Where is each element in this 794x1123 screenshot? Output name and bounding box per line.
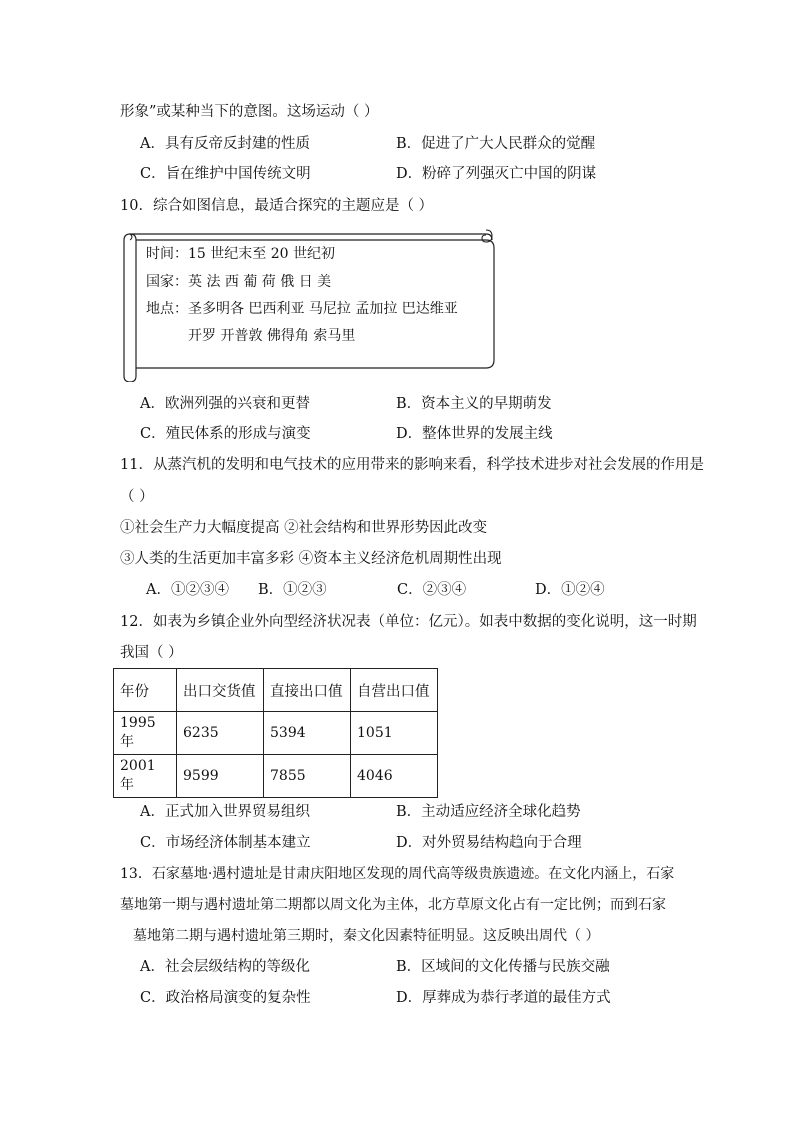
q10-option-b: B．资本主义的早期萌发 <box>396 396 552 412</box>
q13-stem-line-2: 墓地第一期与遇村遗址第二期都以周文化为主体，北方草原文化占有一定比例；而到石家 <box>120 897 666 913</box>
q12-data-table <box>113 668 438 798</box>
q10-stem: 10．综合如图信息，最适合探究的主题应是（ ） <box>120 198 434 214</box>
q11-option-d: D．①②④ <box>535 582 605 598</box>
table-cell: 5394 <box>264 712 351 755</box>
scroll-time: 时间：15 世纪末至 20 世纪初 <box>146 246 335 262</box>
q12-option-c: C．市场经济体制基本建立 <box>140 835 311 851</box>
q13-stem-line-3: 墓地第二期与遇村遗址第三期时，秦文化因素特征明显。这反映出周代（ ） <box>133 928 600 944</box>
table-header-export-delivery: 出口交货值 <box>177 669 264 712</box>
q9-option-b: B．促进了广大人民群众的觉醒 <box>396 136 596 152</box>
q11-option-a: A．①②③④ <box>146 582 229 598</box>
q13-option-a: A．社会层级结构的等级化 <box>140 959 310 975</box>
scroll-countries: 国家：英 法 西 葡 荷 俄 日 美 <box>146 274 332 290</box>
q9-stem-tail: 形象”或某种当下的意图。这场运动（ ） <box>120 104 379 120</box>
q10-option-a: A．欧洲列强的兴衰和更替 <box>140 396 310 412</box>
q12-option-d: D．对外贸易结构趋向于合理 <box>396 835 582 851</box>
table-row <box>114 712 438 755</box>
q11-statement-3-4: ③人类的生活更加丰富多彩 ④资本主义经济危机周期性出现 <box>120 551 502 567</box>
table-cell: 9599 <box>177 755 264 798</box>
q9-option-a: A．具有反帝反封建的性质 <box>140 136 310 152</box>
q10-option-c: C．殖民体系的形成与演变 <box>140 426 311 442</box>
q9-option-c: C．旨在维护中国传统文明 <box>140 166 311 182</box>
q13-stem-line-1: 13．石家墓地·遇村遗址是甘肃庆阳地区发现的周代高等级贵族遗迹。在文化内涵上，石家 <box>120 866 675 882</box>
table-header-direct-export: 直接出口值 <box>264 669 351 712</box>
table-cell: 7855 <box>264 755 351 798</box>
q13-option-c: C．政治格局演变的复杂性 <box>140 990 311 1006</box>
q10-option-d: D．整体世界的发展主线 <box>396 426 553 442</box>
q11-statement-1-2: ①社会生产力大幅度提高 ②社会结构和世界形势因此改变 <box>120 520 488 536</box>
table-cell: 1995 年 <box>114 712 177 755</box>
table-header-year: 年份 <box>114 669 177 712</box>
q12-stem-line-2: 我国（ ） <box>120 645 183 661</box>
q10-scroll-figure <box>120 226 498 382</box>
q11-stem-line-1: 11．从蒸汽机的发明和电气技术的应用带来的影响来看，科学技术进步对社会发展的作用是 <box>120 457 704 473</box>
q9-option-d: D．粉碎了列强灭亡中国的阴谋 <box>396 166 597 182</box>
table-cell: 1051 <box>351 712 438 755</box>
q13-option-b: B．区域间的文化传播与民族交融 <box>396 959 610 975</box>
scroll-places-line-1: 地点：圣多明各 巴西利亚 马尼拉 孟加拉 巴达维亚 <box>146 301 458 317</box>
table-header-self-export: 自营出口值 <box>351 669 438 712</box>
q12-option-b: B．主动适应经济全球化趋势 <box>396 804 581 820</box>
q12-option-a: A．正式加入世界贸易组织 <box>140 804 310 820</box>
table-header-row <box>114 669 438 712</box>
table-cell: 2001 年 <box>114 755 177 798</box>
table-row <box>114 755 438 798</box>
q11-option-c: C．②③④ <box>397 582 467 598</box>
q12-stem-line-1: 12．如表为乡镇企业外向型经济状况表（单位：亿元）。如表中数据的变化说明，这一时期 <box>120 614 697 630</box>
table-cell: 6235 <box>177 712 264 755</box>
scroll-places-line-2: 开罗 开普敦 佛得角 索马里 <box>188 328 356 344</box>
q11-stem-line-2: （ ） <box>120 489 154 505</box>
q11-option-b: B．①②③ <box>258 582 327 598</box>
table-cell: 4046 <box>351 755 438 798</box>
q13-option-d: D．厚葬成为恭行孝道的最佳方式 <box>396 990 611 1006</box>
